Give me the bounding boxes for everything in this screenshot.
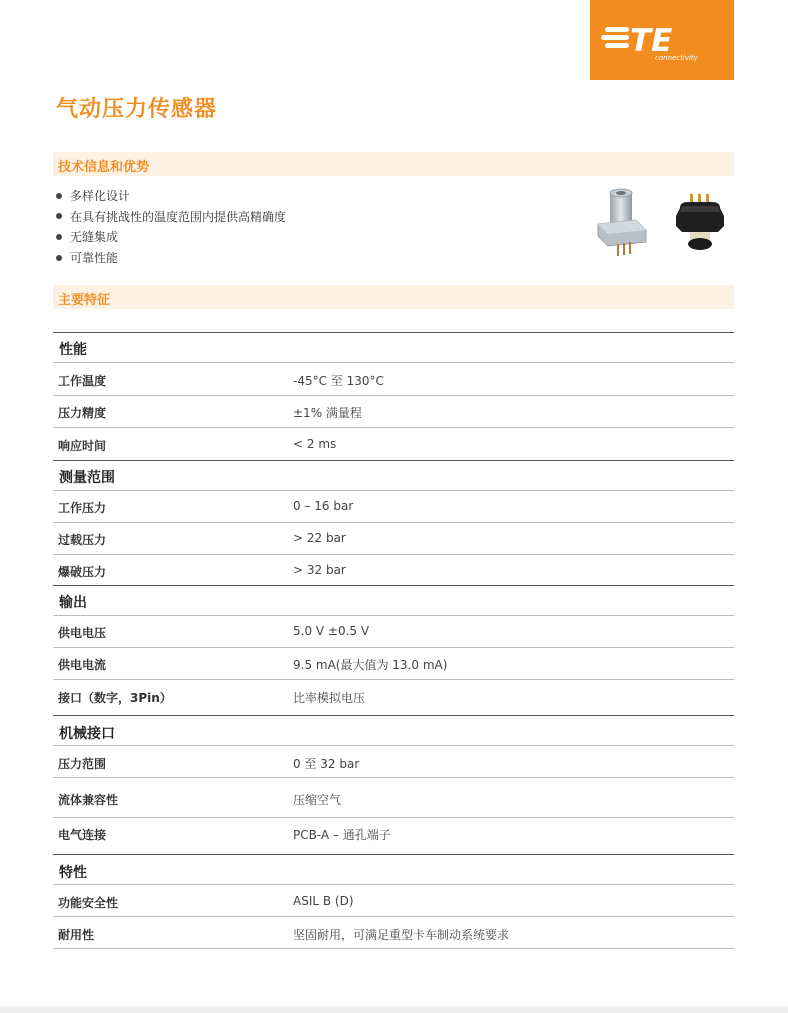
table-rule [53, 522, 734, 523]
table-rule [53, 745, 734, 746]
footer-strip [0, 1006, 788, 1013]
spec-category: 特性 [59, 865, 87, 881]
table-rule [53, 817, 734, 818]
list-item: 无缝集成 [56, 227, 286, 248]
table-rule [53, 884, 734, 885]
spec-label: 响应时间 [58, 439, 107, 453]
spec-label: 耐用性 [58, 928, 95, 942]
list-item: 在具有挑战性的温度范围内提供高精确度 [56, 207, 286, 228]
spec-value: 坚固耐用，可满足重型卡车制动系统要求 [293, 928, 510, 942]
spec-value: ±1% 满量程 [293, 406, 362, 420]
spec-label: 压力范围 [58, 757, 107, 771]
spec-label: 工作压力 [58, 501, 107, 515]
table-rule [53, 679, 734, 680]
spec-value: 5.0 V ±0.5 V [293, 624, 370, 638]
table-rule [53, 715, 734, 716]
spec-value: -45°C 至 130°C [293, 374, 384, 388]
spec-value: > 32 bar [293, 563, 346, 577]
table-rule [53, 916, 734, 917]
features-heading-band [53, 285, 734, 309]
benefit-list [56, 186, 286, 269]
spec-label: 供电电流 [58, 658, 107, 672]
spec-category: 测量范围 [59, 470, 115, 486]
features-heading: 主要特征 [58, 293, 111, 308]
spec-value: PCB-A – 通孔端子 [293, 828, 391, 842]
spec-label: 功能安全性 [58, 896, 119, 910]
list-item: 多样化设计 [56, 186, 286, 207]
table-rule [53, 647, 734, 648]
table-rule [53, 460, 734, 461]
spec-label: 供电电压 [58, 626, 107, 640]
bullet-icon [56, 255, 62, 261]
table-rule [53, 777, 734, 778]
sensor-product-image-vertical [592, 186, 650, 260]
spec-category: 机械接口 [59, 726, 115, 742]
spec-label: 流体兼容性 [58, 793, 119, 807]
table-rule [53, 948, 734, 949]
table-rule [53, 427, 734, 428]
spec-category: 性能 [59, 342, 87, 358]
spec-label: 爆破压力 [58, 565, 107, 579]
table-rule [53, 362, 734, 363]
spec-value: 比率模拟电压 [293, 691, 366, 705]
spec-value: 9.5 mA(最大值为 13.0 mA) [293, 658, 448, 672]
table-rule [53, 554, 734, 555]
spec-label: 工作温度 [58, 374, 107, 388]
te-logo-mark-icon [590, 0, 734, 80]
tech-info-heading-band [53, 152, 734, 176]
table-rule [53, 490, 734, 491]
spec-label: 压力精度 [58, 406, 107, 420]
table-rule [53, 395, 734, 396]
spec-value: < 2 ms [293, 437, 337, 451]
table-rule [53, 615, 734, 616]
table-rule [53, 585, 734, 586]
page-title: 气动压力传感器 [56, 97, 218, 122]
spec-value: ASIL B (D) [293, 894, 354, 908]
spec-category: 输出 [59, 595, 87, 611]
spec-value: > 22 bar [293, 531, 346, 545]
spec-label: 接口（数字，3Pin） [58, 691, 172, 705]
te-connectivity-logo [590, 0, 734, 80]
logo-tagline: connectivity [655, 54, 698, 62]
tech-info-heading: 技术信息和优势 [58, 160, 150, 175]
spec-value: 压缩空气 [293, 793, 342, 807]
spec-label: 过载压力 [58, 533, 107, 547]
table-rule [53, 332, 734, 333]
table-rule [53, 854, 734, 855]
bullet-icon [56, 193, 62, 199]
svg-text:TE: TE [630, 23, 673, 59]
bullet-icon [56, 213, 62, 219]
list-item: 可靠性能 [56, 248, 286, 269]
sensor-product-image-compact [672, 192, 728, 254]
spec-value: 0 至 32 bar [293, 757, 360, 771]
spec-label: 电气连接 [58, 828, 107, 842]
bullet-icon [56, 234, 62, 240]
spec-value: 0 – 16 bar [293, 499, 354, 513]
